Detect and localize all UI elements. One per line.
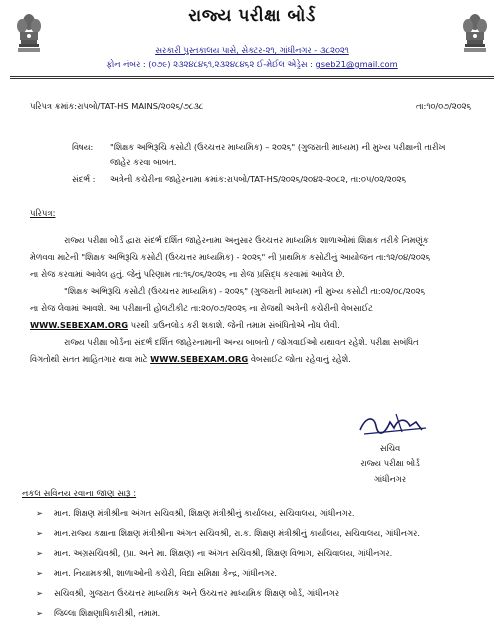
copy-recipient: જિલ્લા શિક્ષણાધિકારીશ્રી, તમામ.	[54, 608, 161, 618]
body-paragraph-1-line-2: મેળવવા માટેની "શિક્ષક અભિરૂચિ કસોટી (ઉચ્ચત્તર માધ્યમિક) - ૨૦૨૬" ની પ્રાથમિક કસોટીનું આયોજન તા:૧૨/૦૪/૨૦૨૬	[30, 252, 431, 262]
contact-phone-text: ફોન નંબર : (૦૭૯) ૨૩૨૪૮૪૬૧,૨૩૨૪૮૪૬૨ ઈ-મેઈલ એડ્રેસ :	[106, 59, 313, 69]
arrow-bullet-icon: ➢	[36, 528, 43, 538]
body-paragraph-3-line-1: રાજ્ય પરીક્ષા બોર્ડના સંદર્ભ દર્શિત જાહેરનામાની અન્ય બાબતો / જોગવાઈઓ યથાવત રહેશે. પરીક્ષા સબંધિત	[64, 337, 419, 347]
body-paragraph-3-post: વેબસાઈટ જોતા રહેવાનું રહેશે.	[248, 354, 351, 364]
body-paragraph-2-line-2: ના રોજ લેવામાં આવશે. આ પરીક્ષાની હોલટીકીટ તા:૨૦/૦૭/૨૦૨૬ ના રોજથી અત્રેની કચેરીની વેબસાઈટ	[30, 303, 373, 313]
circular-heading: પરિપત્ર:	[30, 209, 56, 219]
copy-recipient: સચિવશ્રી, ગુજરાત ઉચ્ચત્તર માધ્યમિક અને ઉચ્ચત્તર માધ્યમિક શિક્ષણ બોર્ડ, ગાંધીનગર	[54, 588, 340, 598]
header-divider	[10, 78, 494, 79]
arrow-bullet-icon: ➢	[36, 568, 43, 578]
list-item	[30, 566, 476, 581]
subject-line-2: જાહેર કરવા બાબત.	[110, 157, 177, 167]
reference-block	[72, 174, 482, 185]
signatory-title: સચિવ	[379, 443, 401, 453]
circular-date: તા:૧૦/૦૭/૨૦૨૬	[416, 101, 472, 111]
body-paragraph-1-line-1: રાજ્ય પરીક્ષા બોર્ડ દ્વારા સંદર્ભ દર્શિત જાહેરનામા અનુસાર ઉચ્ચત્તર માધ્યમિક શાળાઓમાં શિક્ષક તરીકે નિમણૂંક	[64, 235, 429, 245]
copy-recipient: માન. નિયામકશ્રી, શાળાઓની કચેરી, વિદ્યા સમિક્ષા કેન્દ્ર, ગાંધીનગર.	[54, 568, 278, 578]
arrow-bullet-icon: ➢	[36, 608, 43, 618]
body-paragraph-2-line-3-text: પરથી ડાઉનલોડ કરી શકાશે. જેની તમામ સંબંધિતોએ નોંધ લેવી.	[128, 320, 340, 330]
list-item	[30, 586, 476, 601]
board-contact	[0, 59, 504, 70]
list-item	[30, 546, 476, 561]
subject-line-1: "શિક્ષક અભિરૂચિ કસોટી (ઉચ્ચત્તર માધ્યમિક) – ૨૦૨૬" (ગુજરાતી માધ્યમ) ની મુખ્ય પરીક્ષાની તારીખ	[110, 142, 446, 152]
body-paragraph-1-line-3: ના રોજ કરવામાં આવેલ હતું. જેનું પરિણામ તા:૧૬/૦૬/૨૦૨૬ ના રોજ પ્રસિદ્ધ કરવામાં આવેલ છે.	[30, 269, 345, 279]
body-paragraph-3-line-2	[30, 351, 476, 368]
arrow-bullet-icon: ➢	[36, 588, 43, 598]
website-link[interactable]: WWW.SEBEXAM.ORG	[150, 354, 249, 364]
circular-body	[30, 232, 476, 368]
list-item	[30, 606, 476, 621]
copy-recipient: માન.રાજ્ય કક્ષાના શિક્ષણ મંત્રીશ્રીના અંગત સચિવશ્રી, રા.ક. શિક્ષણ મંત્રીશ્રીનું કાર્યાલય, સચિવાલય, ગાંધીનગર.	[54, 528, 420, 538]
circular-number: પરિપત્ર ક્રમાંક:રાપબો/TAT-HS MAINS/૨૦૨૬/૭૮૩૮	[30, 101, 204, 111]
list-item	[30, 526, 476, 541]
website-link[interactable]: WWW.SEBEXAM.ORG	[30, 320, 129, 330]
board-title: રાજ્ય પરીક્ષા બોર્ડ	[188, 6, 316, 26]
arrow-bullet-icon: ➢	[36, 548, 43, 558]
reference-label: સંદર્ભ :	[72, 174, 96, 184]
subject-label: વિષય:	[72, 142, 94, 152]
contact-email-link[interactable]: gseb21@gmail.com	[315, 59, 398, 69]
list-item	[30, 506, 476, 521]
signatory-org: રાજ્ય પરીક્ષા બોર્ડ	[360, 458, 420, 468]
body-paragraph-2-line-1: "શિક્ષક અભિરૂચિ કસોટી (ઉચ્ચત્તર માધ્યમિક) - ૨૦૨૬" (ગુજરાતી માધ્યમ) ની મુખ્ય કસોટી તા:૦૨/૦૮/૨૦૨૬	[64, 286, 426, 296]
body-paragraph-3-pre: વિગતોથી સતત માહિતગાર થવા માટે	[30, 354, 151, 364]
header-divider	[10, 76, 494, 77]
reference-text: અત્રેની કચેરીના જાહેરનામા ક્રમાંક:રાપબો/TAT-HS/૨૦૨૬/૨૦૪૨-૨૦૮૨, તા:૦૫/૦૨/૨૦૨૬	[110, 174, 407, 184]
copy-recipient: માન. શિક્ષણ મંત્રીશ્રીના અંગત સચિવશ્રી, શિક્ષણ મંત્રીશ્રીનું કાર્યાલય, સચિવાલય, ગાંધીનગર.	[54, 508, 355, 518]
subject-block	[72, 140, 482, 170]
copy-to-list	[30, 506, 476, 626]
copy-to-heading: નકલ સવિનય રવાના જાણ સારૂ :	[22, 489, 137, 499]
board-address: સરકારી પુસ્તકાલય પાસે, સેક્ટર-૨૧, ગાંધીનગર - ૩૮૨૦૨૧	[155, 45, 349, 55]
signature-image	[356, 410, 436, 440]
copy-recipient: માન. અગ્રસચિવશ્રી, (પ્રા. અને મા. શિક્ષણ) ના અંગત સચિવશ્રી, શિક્ષણ વિભાગ, સચિવાલય, ગાંધીનગર.	[54, 548, 393, 558]
arrow-bullet-icon: ➢	[36, 508, 43, 518]
signatory-city: ગાંધીનગર	[374, 474, 406, 484]
body-paragraph-2-line-3	[30, 317, 476, 334]
